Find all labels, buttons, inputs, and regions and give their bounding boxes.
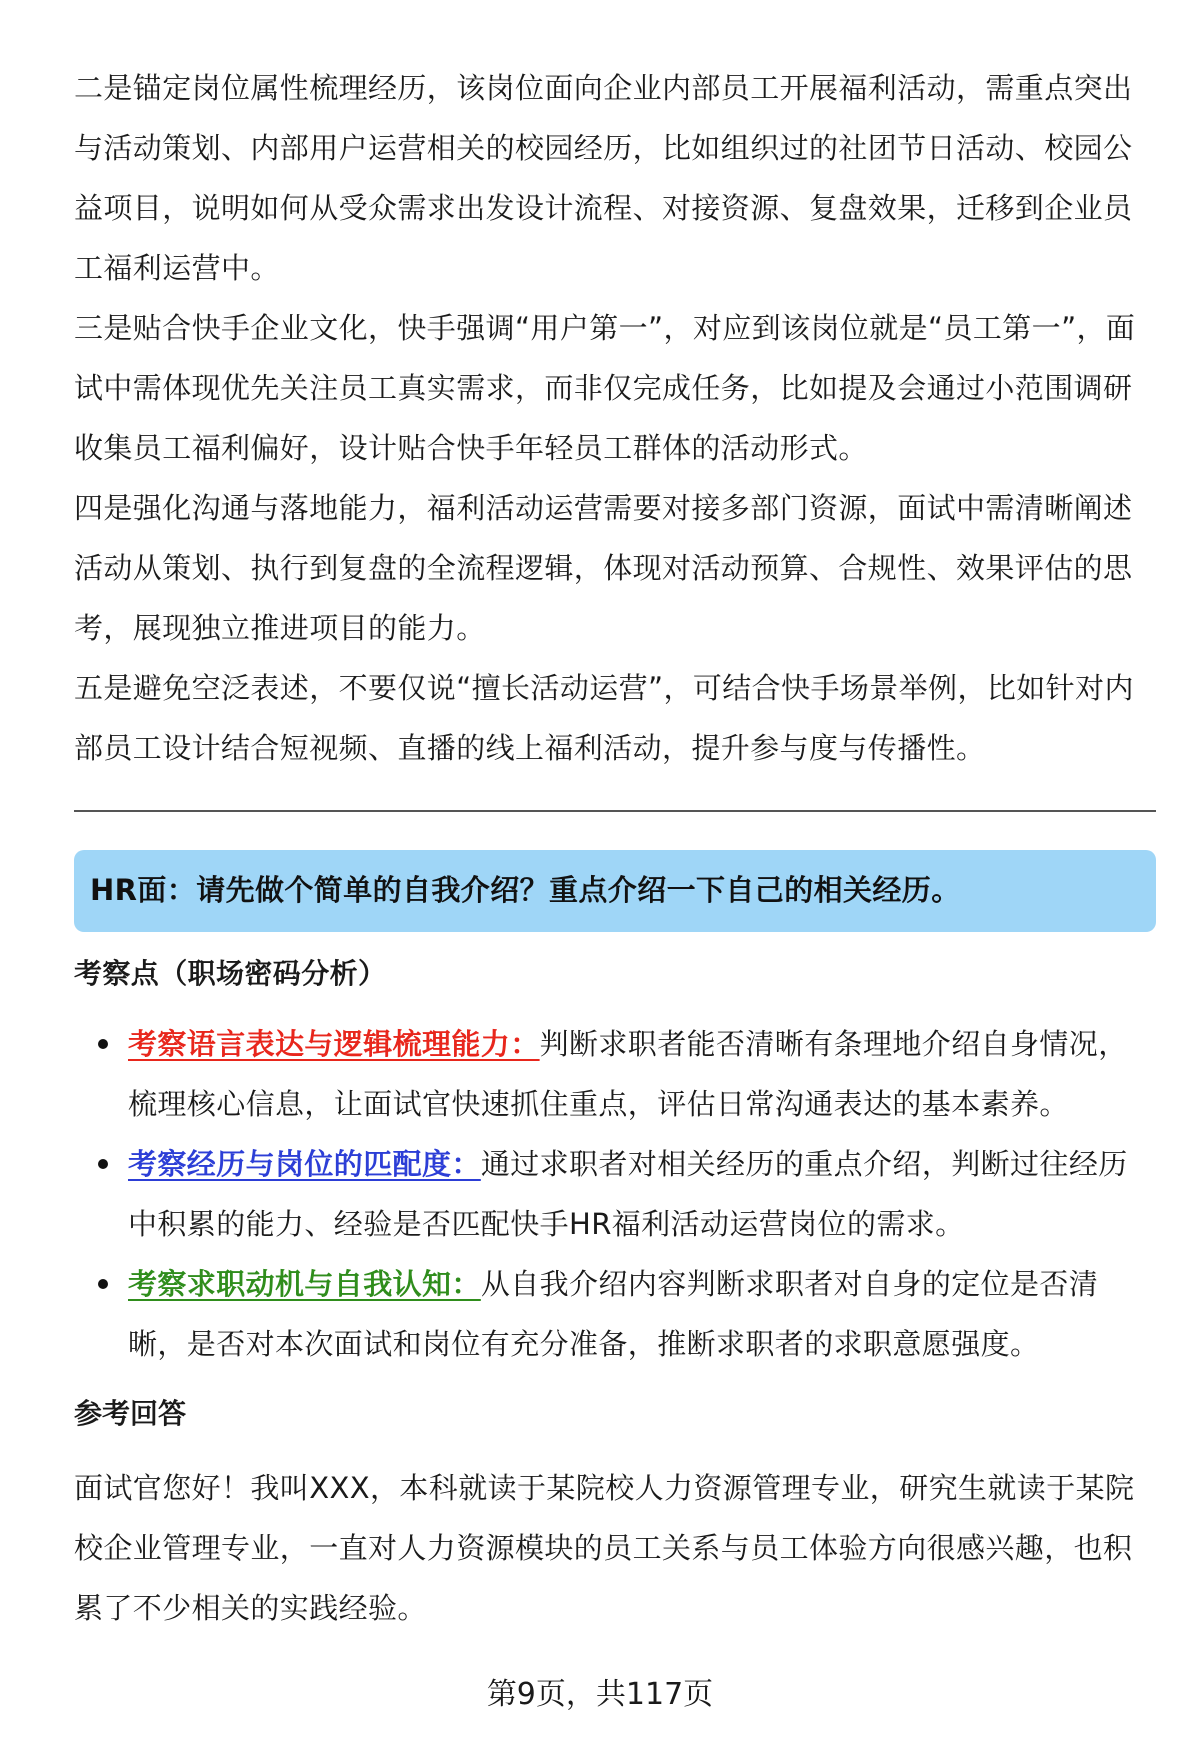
- question-box: [74, 850, 1156, 932]
- document-page: [74, 58, 1156, 1638]
- bullet-icon: [98, 1039, 108, 1049]
- reference-heading: 参考回答: [74, 1397, 187, 1430]
- paragraph-three: 三是贴合快手企业文化，快手强调“用户第一”，对应到该岗位就是“员工第一”，面试中需体现优先关注员工真实需求，而非仅完成任务，比如提及会通过小范围调研收集员工福利偏好，设计贴合快手年轻员工群体的活动形式。: [74, 311, 1136, 465]
- paragraph-two: 二是锚定岗位属性梳理经历，该岗位面向企业内部员工开展福利活动，需重点突出与活动策划、内部用户运营相关的校园经历，比如组织过的社团节日活动、校园公益项目，说明如何从受众需求出发设计流程、对接资源、复盘效果，迁移到企业员工福利运营中。: [74, 71, 1133, 285]
- analysis-list: [74, 1014, 1156, 1374]
- question-text: HR面：请先做个简单的自我介绍？重点介绍一下自己的相关经历。: [90, 873, 961, 907]
- bullet-icon: [98, 1159, 108, 1169]
- paragraph-four: 四是强化沟通与落地能力，福利活动运营需要对接多部门资源，面试中需清晰阐述活动从策划、执行到复盘的全流程逻辑，体现对活动预算、合规性、效果评估的思考，展现独立推进项目的能力。: [74, 491, 1133, 645]
- key-point-text: 通过求职者对相关经历的重点介绍，判断过往经历中积累的能力、经验是否匹配快手HR福利活动运营岗位的需求。: [128, 1147, 1128, 1241]
- reference-answer: 面试官您好！我叫XXX，本科就读于某院校人力资源管理专业，研究生就读于某院校企业管理专业，一直对人力资源模块的员工关系与员工体验方向很感兴趣，也积累了不少相关的实践经验。: [74, 1471, 1135, 1625]
- key-point-text: 判断求职者能否清晰有条理地介绍自身情况，梳理核心信息，让面试官快速抓住重点，评估日常沟通表达的基本素养。: [128, 1027, 1128, 1121]
- list-item: [74, 1134, 1156, 1254]
- page-number: 第9页，共117页: [486, 1677, 714, 1712]
- key-point-text: 从自我介绍内容判断求职者对自身的定位是否清晰，是否对本次面试和岗位有充分准备，推断求职者的求职意愿强度。: [128, 1267, 1099, 1361]
- list-item: [74, 1014, 1156, 1134]
- analysis-heading: 考察点（职场密码分析）: [74, 957, 387, 990]
- key-point-label: 考察求职动机与自我认知：: [128, 1267, 481, 1301]
- section-divider: [74, 810, 1156, 812]
- key-point-label: 考察语言表达与逻辑梳理能力：: [128, 1027, 540, 1061]
- bullet-icon: [98, 1279, 108, 1289]
- list-item: [74, 1254, 1156, 1374]
- paragraph-five: 五是避免空泛表述，不要仅说“擅长活动运营”，可结合快手场景举例，比如针对内部员工设计结合短视频、直播的线上福利活动，提升参与度与传播性。: [74, 671, 1134, 765]
- key-point-label: 考察经历与岗位的匹配度：: [128, 1147, 481, 1181]
